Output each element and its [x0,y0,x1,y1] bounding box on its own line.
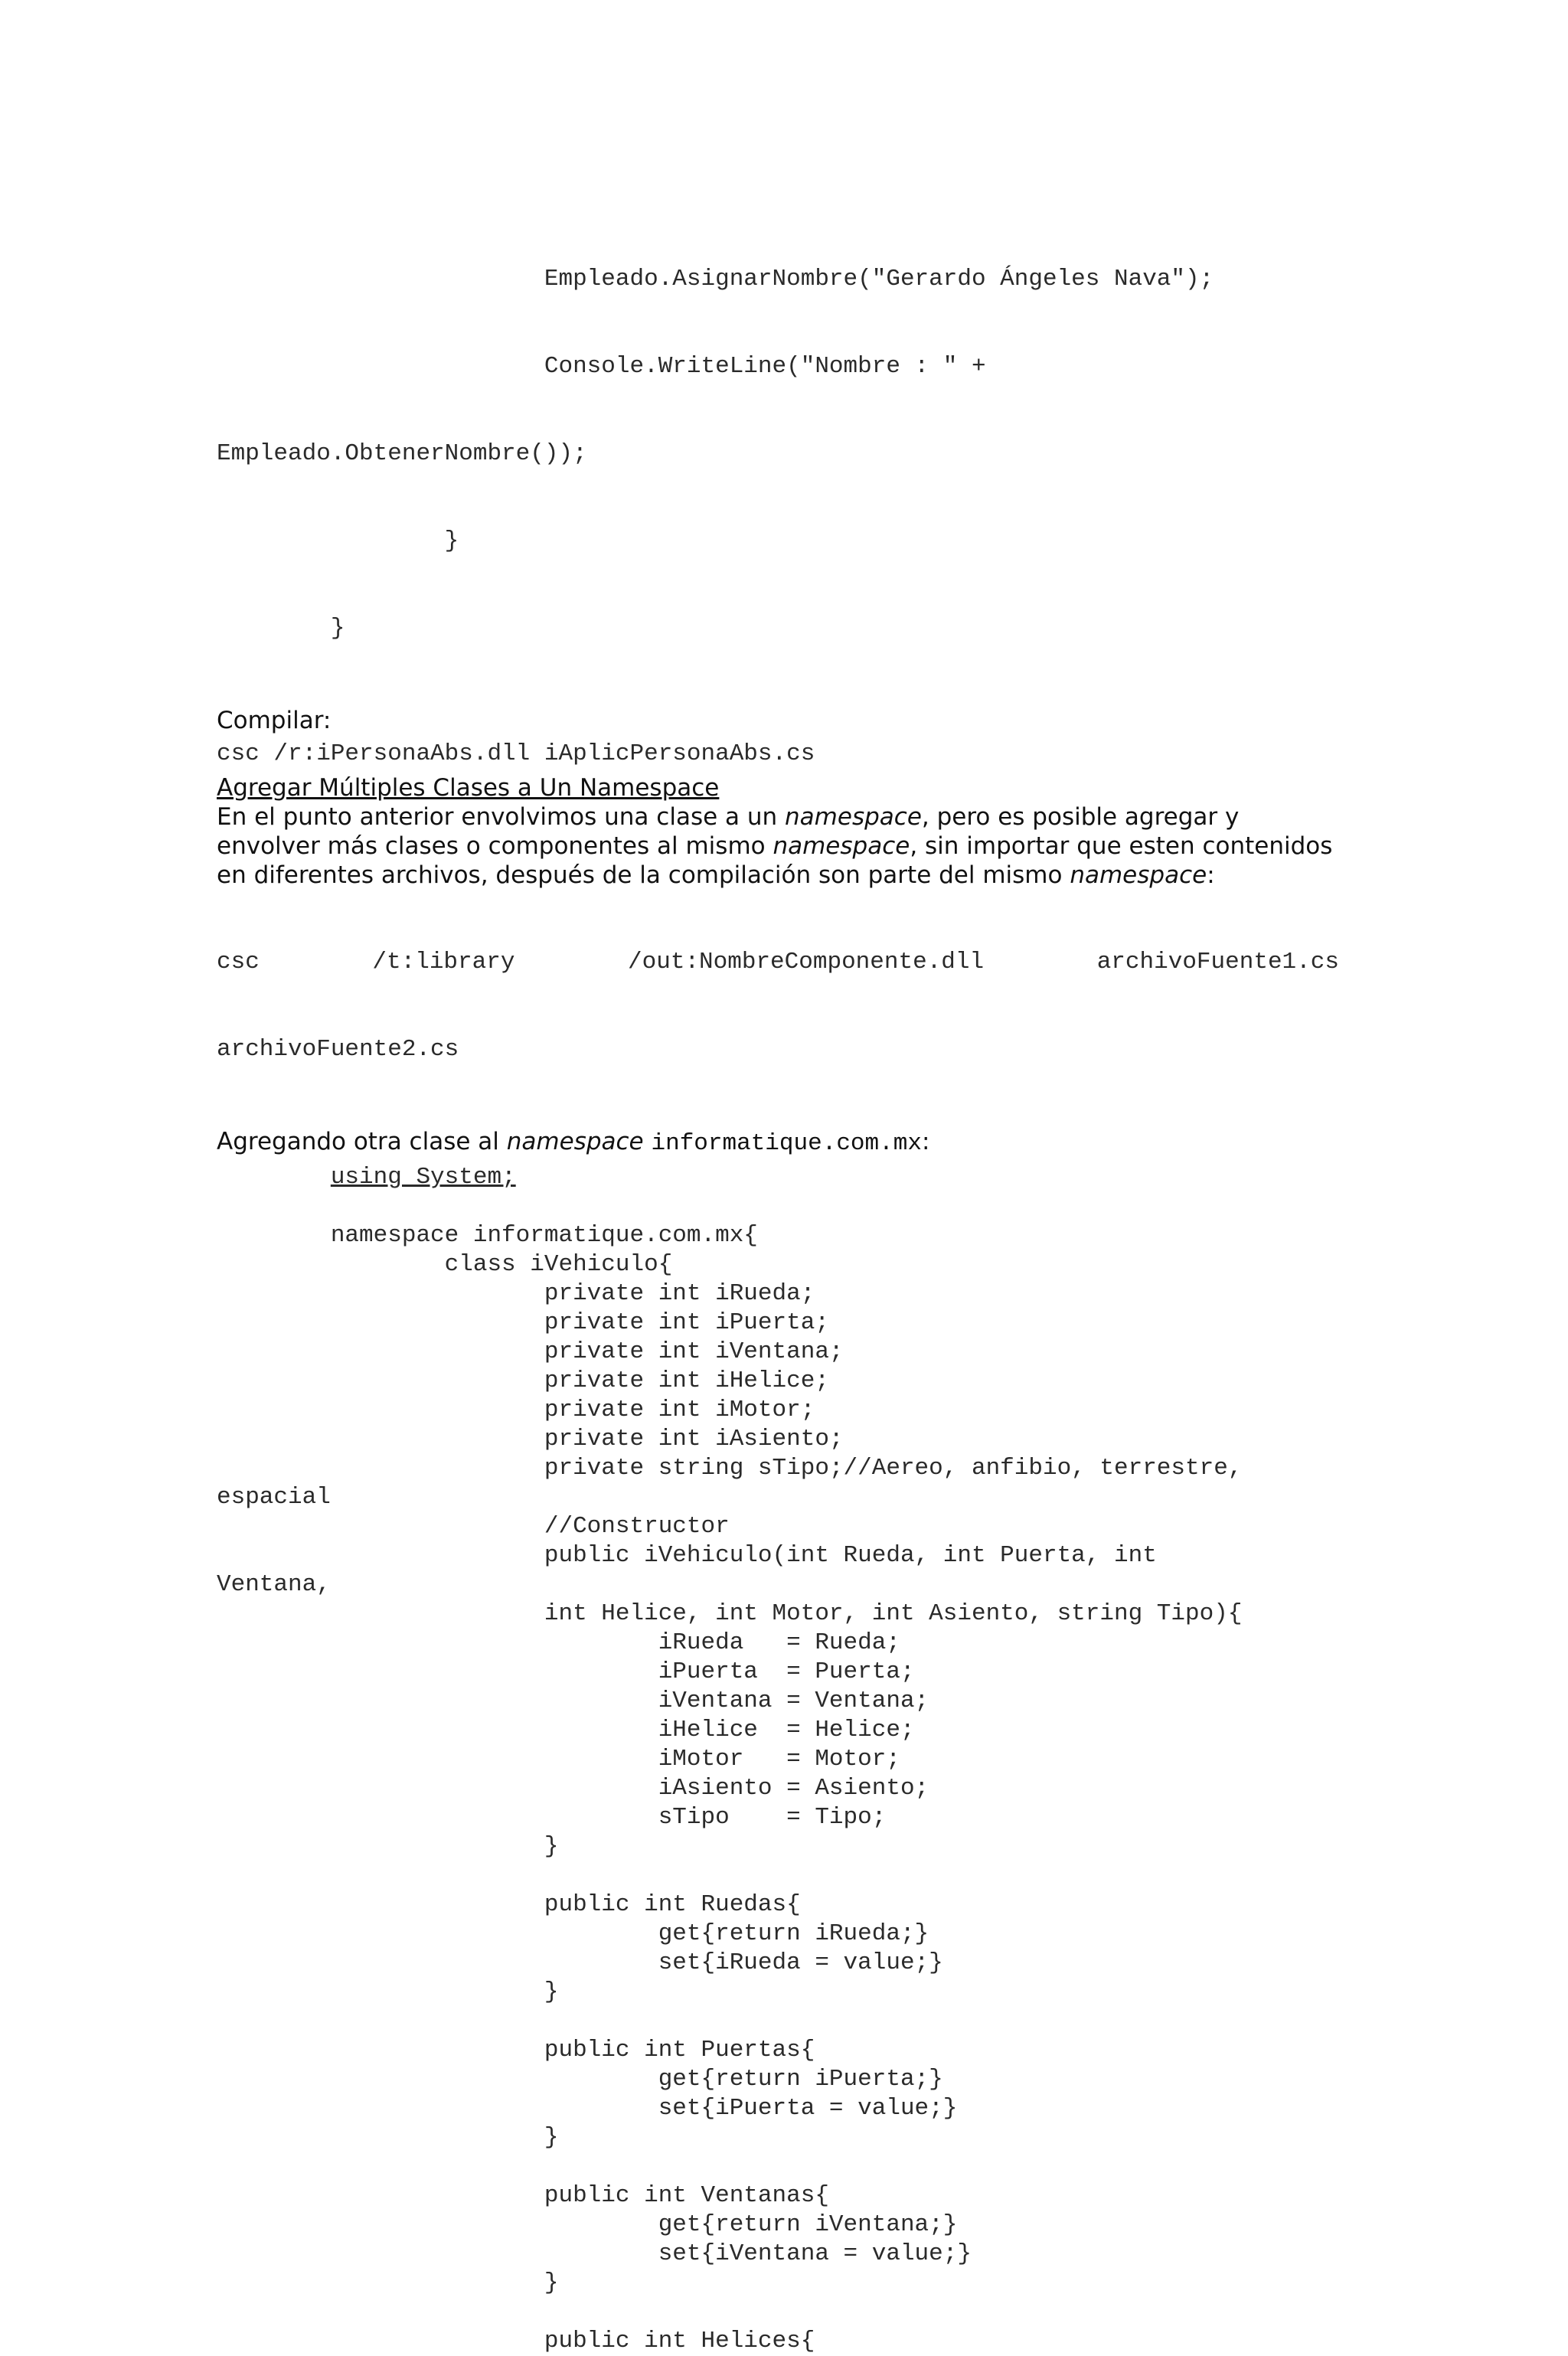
code-line: class iVehiculo{ [217,1251,673,1278]
body-paragraph [217,802,1342,890]
code-line: public int Ventanas{ [217,2182,829,2209]
code-line: private int iAsiento; [217,1426,844,1452]
code-line: espacial [217,1484,331,1511]
compilar-label: Compilar: [217,707,332,734]
using-line [217,1163,1350,1192]
code-line: int Helice, int Motor, int Asiento, string Tipo){ [217,1600,1243,1627]
code-block-main [217,1192,1350,2356]
cmd-csc: csc [217,949,260,975]
code-line: iPuerta = Puerta; [217,1658,915,1685]
code-line: Empleado.ObtenerNombre()); [217,440,587,467]
namespace-term: namespace [785,803,922,831]
code-line: Ventana, [217,1571,331,1598]
code-line: } [217,528,459,554]
code-line: private int iHelice; [217,1368,829,1394]
code-line: } [217,1833,559,1860]
code-line: set{iPuerta = value;} [217,2095,958,2122]
agregando-line: Agregando otra clase al namespace informatique.com.mx: [217,1128,930,1157]
paragraph-text: , pero es posible agregar y envolver más clases o componentes al mismo [217,803,1240,860]
code-line: public int Puertas{ [217,2037,815,2064]
namespace-term: namespace [1070,861,1207,889]
code-line: get{return iVentana;} [217,2211,958,2238]
section-heading: Agregar Múltiples Clases a Un Namespace [217,774,720,802]
code-line: private int iVentana; [217,1338,844,1365]
code-line: private int iRueda; [217,1280,815,1307]
paragraph-text: En el punto anterior envolvimos una clase a un [217,803,786,831]
cmd-file2: archivoFuente2.cs [217,1036,459,1063]
code-line: } [217,615,345,642]
code-line: set{iVentana = value;} [217,2240,972,2267]
namespace-term: namespace [773,832,910,860]
code-line: get{return iPuerta;} [217,2066,943,2093]
code-line: set{iRueda = value;} [217,1949,943,1976]
using-statement: using System; [330,1164,516,1191]
paragraph-text: : [1207,861,1215,889]
code-line: iRueda = Rueda; [217,1629,900,1656]
code-line [217,1192,1350,1221]
namespace-term: namespace [506,1128,644,1155]
code-line: Console.WriteLine("Nombre : " + [217,353,986,380]
code-line [217,1861,1350,1890]
namespace-name: informatique.com.mx [651,1130,922,1157]
code-block-top [217,207,1350,701]
code-line: iVentana = Ventana; [217,1688,929,1714]
code-line: iAsiento = Asiento; [217,1775,929,1802]
code-line: iHelice = Helice; [217,1717,915,1743]
document-page [217,207,1350,2356]
code-line [217,2152,1350,2181]
code-line [217,2298,1350,2327]
code-line: namespace informatique.com.mx{ [217,1222,758,1249]
code-line: iMotor = Motor; [217,1746,900,1773]
code-line: get{return iRueda;} [217,1920,929,1947]
paragraph-text: , sin importar que esten contenidos en diferentes archivos, después de la compilación son parte del mismo [217,832,1333,889]
library-command [217,890,1350,1122]
agregando-text: Agregando otra clase al [217,1128,507,1155]
code-line: } [217,2124,559,2151]
code-line: private string sTipo;//Aereo, anfibio, terrestre, [217,1455,1243,1482]
code-line: private int iMotor; [217,1397,815,1423]
cmd-out: /out:NombreComponente.dll [628,949,985,975]
code-line: sTipo = Tipo; [217,1804,887,1831]
code-line: //Constructor [217,1513,730,1540]
code-line: private int iPuerta; [217,1309,829,1336]
code-line: public iVehiculo(int Rueda, int Puerta, int [217,1542,1157,1569]
cmd-file1: archivoFuente1.cs [1096,949,1339,975]
code-line: } [217,1979,559,2005]
code-line: } [217,2269,559,2296]
code-line: public int Ruedas{ [217,1891,801,1918]
code-line [217,2007,1350,2036]
code-line: Empleado.AsignarNombre("Gerardo Ángeles Nava"); [217,266,1214,292]
compile-command: csc /r:iPersonaAbs.dll iAplicPersonaAbs.cs [217,740,815,767]
cmd-target: /t:library [372,949,515,975]
code-line: public int Helices{ [217,2328,815,2354]
